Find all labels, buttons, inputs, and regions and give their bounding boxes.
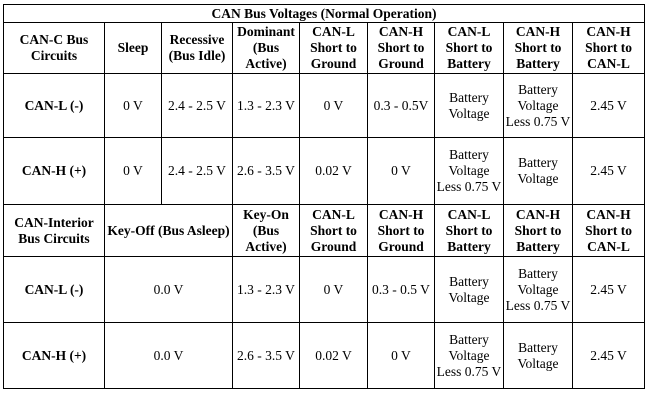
header-canh-short-canl: CAN-H Short to CAN-L: [573, 205, 645, 257]
table-cell: 0 V: [368, 323, 435, 389]
row-label: CAN-L (-): [4, 257, 105, 323]
header-canl-short-battery: CAN-L Short to Battery: [435, 205, 504, 257]
title-row: [4, 5, 645, 23]
table-cell: Battery Voltage Less 0.75 V: [435, 323, 504, 389]
can-bus-voltage-table: [3, 4, 645, 389]
table-title: CAN Bus Voltages (Normal Operation): [4, 5, 645, 23]
table-cell: 2.4 - 2.5 V: [162, 138, 233, 205]
table-cell: 0 V: [105, 74, 162, 138]
row-label: CAN-H (+): [4, 138, 105, 205]
header-key-off: Key-Off (Bus Asleep): [105, 205, 233, 257]
header-canl-short-ground: CAN-L Short to Ground: [300, 205, 368, 257]
table-cell: 2.6 - 3.5 V: [233, 138, 300, 205]
header-bus-circuits: CAN-C Bus Circuits: [4, 23, 105, 74]
table-row: [4, 257, 645, 323]
table-cell: 2.45 V: [573, 323, 645, 389]
header-canh-short-battery: CAN-H Short to Battery: [504, 205, 573, 257]
can-interior-header-row: [4, 205, 645, 257]
table-row: [4, 138, 645, 205]
header-canl-short-ground: CAN-L Short to Ground: [300, 23, 368, 74]
table-cell: 2.45 V: [573, 138, 645, 205]
table-cell: 0.02 V: [300, 138, 368, 205]
header-dominant: Dominant (Bus Active): [233, 23, 300, 74]
header-sleep: Sleep: [105, 23, 162, 74]
table-cell: 0.0 V: [105, 323, 233, 389]
table-cell: Battery Voltage Less 0.75 V: [504, 257, 573, 323]
table-cell: Battery Voltage: [435, 257, 504, 323]
header-canh-short-ground: CAN-H Short to Ground: [368, 205, 435, 257]
header-canh-short-canl: CAN-H Short to CAN-L: [573, 23, 645, 74]
table-row: [4, 323, 645, 389]
table-cell: 2.4 - 2.5 V: [162, 74, 233, 138]
row-label: CAN-H (+): [4, 323, 105, 389]
table-cell: 2.6 - 3.5 V: [233, 323, 300, 389]
table-cell: 0 V: [368, 138, 435, 205]
can-bus-voltage-table-container: [3, 4, 644, 389]
table-cell: 2.45 V: [573, 74, 645, 138]
table-row: [4, 74, 645, 138]
table-cell: 1.3 - 2.3 V: [233, 74, 300, 138]
table-cell: Battery Voltage Less 0.75 V: [504, 74, 573, 138]
table-cell: 0 V: [300, 74, 368, 138]
table-cell: 0.0 V: [105, 257, 233, 323]
table-cell: 0 V: [300, 257, 368, 323]
table-cell: Battery Voltage: [504, 138, 573, 205]
table-cell: 0.3 - 0.5V: [368, 74, 435, 138]
header-canh-short-ground: CAN-H Short to Ground: [368, 23, 435, 74]
header-canh-short-battery: CAN-H Short to Battery: [504, 23, 573, 74]
table-cell: 0.3 - 0.5 V: [368, 257, 435, 323]
table-cell: 1.3 - 2.3 V: [233, 257, 300, 323]
header-canl-short-battery: CAN-L Short to Battery: [435, 23, 504, 74]
can-c-header-row: [4, 23, 645, 74]
table-cell: Battery Voltage: [435, 74, 504, 138]
table-cell: 0.02 V: [300, 323, 368, 389]
header-bus-circuits: CAN-Interior Bus Circuits: [4, 205, 105, 257]
table-cell: Battery Voltage: [504, 323, 573, 389]
header-key-on: Key-On (Bus Active): [233, 205, 300, 257]
row-label: CAN-L (-): [4, 74, 105, 138]
header-recessive: Recessive (Bus Idle): [162, 23, 233, 74]
table-cell: Battery Voltage Less 0.75 V: [435, 138, 504, 205]
table-cell: 2.45 V: [573, 257, 645, 323]
table-cell: 0 V: [105, 138, 162, 205]
